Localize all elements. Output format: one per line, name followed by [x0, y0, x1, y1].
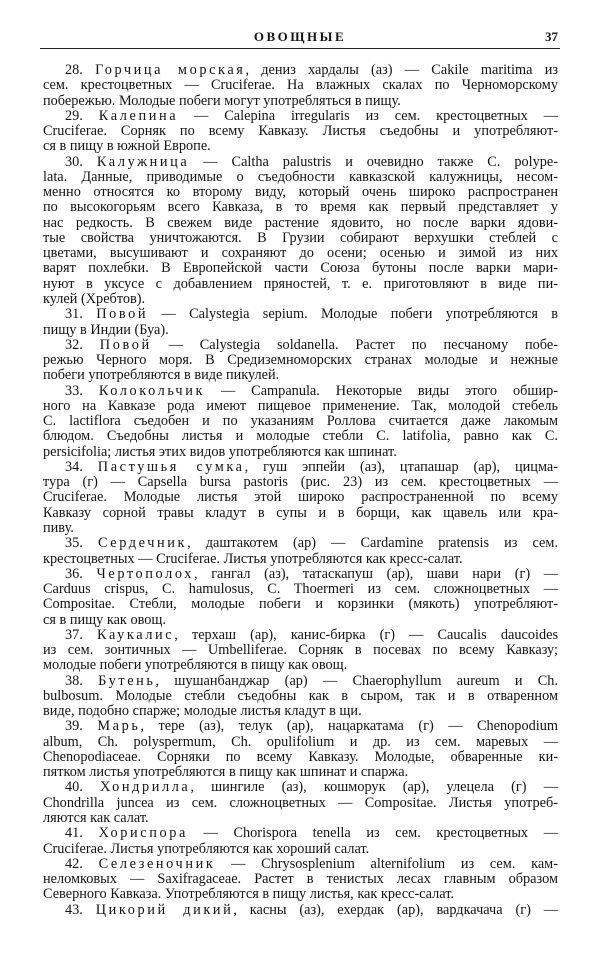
text-segment: persicifolia; листья этих видов употребляются как шпинат.: [43, 443, 397, 460]
text-line: [43, 368, 558, 383]
text-line: [43, 384, 558, 399]
entry-paragraph: [43, 719, 558, 780]
text-segment: нуют в уксусе с добавлением пряностей, т. е. приготовляют в виде пи-: [43, 275, 558, 292]
text-segment: bulbosum. Молодые стебли съедобны как в сыром, так и в отваренном: [43, 687, 558, 704]
text-line: [43, 139, 558, 154]
page-body: [43, 63, 558, 918]
entry-paragraph: [43, 628, 558, 674]
text-segment: Cruciferae. Молодые листья этой широко распространенной по всему: [43, 489, 558, 506]
text-segment: 39.: [65, 718, 98, 735]
text-line: [43, 261, 558, 276]
text-line: [43, 857, 558, 872]
text-segment: режью Черного моря. В Средиземноморских странах молодые и нежные: [43, 352, 558, 369]
text-segment: 37.: [65, 626, 97, 643]
text-segment: виде, подобно спарже; молодые листья кладут в щи.: [43, 703, 362, 720]
text-segment: Cruciferae. Сорняк по всему Кавказу. Листья съедобны и употребляют-: [43, 123, 558, 140]
text-segment: , дениз хардалы (аз) — Cakile maritima из: [245, 62, 558, 78]
text-segment: — Campanula. Некоторые виды этого обшир-: [205, 382, 559, 399]
text-line: [43, 582, 558, 597]
text-segment: молодые побеги употребляются в пищу как овощ.: [43, 657, 348, 674]
text-segment: 29.: [65, 107, 99, 124]
text-line: [43, 872, 558, 887]
plant-name: Калужница: [96, 153, 190, 170]
text-segment: побережью. Молодые побеги могут употребляться в пищу.: [43, 92, 401, 109]
plant-name: Бутень: [98, 672, 156, 689]
text-segment: варят похлебки. В Европейской части Союза бутоны после варки мари-: [43, 260, 558, 277]
text-line: [43, 536, 558, 551]
plant-name: Каукалис: [97, 626, 175, 643]
text-segment: 43.: [65, 901, 96, 918]
text-segment: , гуш эппейи (аз), цтапашар (ар), цицма-: [244, 458, 559, 475]
plant-name: Калепина: [98, 107, 179, 124]
entry-paragraph: [43, 109, 558, 155]
text-segment: неломковых — Saxifragaceae. Растет в тенистых лесах главным образом: [43, 871, 558, 888]
running-header: [40, 28, 560, 49]
text-segment: ного на Кавказе рода имеют пищевое применение. Так, молодой стебель: [43, 397, 558, 414]
text-line: [43, 185, 558, 200]
text-segment: пиву.: [43, 519, 74, 536]
text-segment: , тере (аз), телук (ар), нацаркатама (г) — Chenopodium: [140, 718, 558, 735]
plant-name: Горчица морская: [95, 62, 246, 78]
text-segment: 34.: [65, 458, 98, 475]
text-segment: пищу в Индии (Буа).: [43, 321, 169, 338]
text-line: [43, 292, 558, 307]
plant-name: Селезеночник: [98, 855, 216, 872]
text-line: [43, 200, 558, 215]
text-segment: из сем. зонтичных — Umbelliferae. Сорняк в посевах по всему Кавказу;: [43, 642, 558, 659]
text-segment: , гангал (аз), татаскапуш (ар), шави нари (г) —: [194, 565, 558, 582]
text-segment: 42.: [65, 855, 99, 872]
text-line: [43, 780, 558, 795]
text-line: [43, 475, 558, 490]
text-line: [43, 323, 558, 338]
text-line: [43, 338, 558, 353]
text-line: [43, 658, 558, 673]
text-segment: C. lactiflora съедобен и по указаниям Роллова считается даже лакомым: [43, 413, 558, 430]
entry-paragraph: [43, 826, 558, 857]
text-segment: ляются как салат.: [43, 810, 149, 827]
plant-name: Цикорий дикий: [95, 901, 234, 918]
text-segment: Cruciferae. Листья употребляются как хороший салат.: [43, 840, 370, 857]
text-line: [43, 765, 558, 780]
text-segment: Compositae. Стебли, молодые побеги и корзинки (мякоть) употребляют-: [43, 596, 558, 613]
text-segment: по высокогорьям всего Кавказа, в то время как первый представляет у: [43, 199, 558, 216]
text-line: [43, 826, 558, 841]
text-segment: , даштакотем (ар) — Cardamine pratensis из сем.: [187, 535, 558, 552]
text-segment: 28.: [65, 62, 96, 78]
text-segment: — Calystegia sepium. Молодые побеги употребляются в: [148, 306, 558, 323]
entry-paragraph: [43, 155, 558, 308]
text-line: [43, 399, 558, 414]
running-title: ОВОЩНЫЕ: [253, 29, 347, 44]
page-number: 37: [545, 29, 558, 44]
text-segment: блюдом. Съедобны листья и молодые стебли C. latifolia, равно как C.: [43, 428, 558, 445]
text-line: [43, 231, 558, 246]
plant-name: Хориспора: [98, 825, 188, 842]
text-line: [43, 429, 558, 444]
plant-name: Марь: [97, 718, 141, 735]
text-line: [43, 735, 558, 750]
plant-name: Чертополох: [96, 565, 194, 582]
text-line: [43, 414, 558, 429]
text-line: [43, 78, 558, 93]
entry-paragraph: [43, 384, 558, 460]
text-segment: , касны (аз), ехердак (ар), вардкачача (г) —: [233, 901, 558, 918]
text-segment: Chondrilla juncea из сем. сложноцветных — Compositae. Листья употреб-: [43, 794, 558, 811]
text-segment: ся в пищу как овощ.: [43, 611, 166, 628]
text-segment: 31.: [65, 306, 97, 323]
text-line: [43, 842, 558, 857]
text-line: [43, 155, 558, 170]
text-line: [43, 567, 558, 582]
text-segment: Chenopodiaceae. Сорняки по всему Кавказу. Молодые, обваренные ки-: [43, 748, 558, 765]
text-line: [43, 903, 558, 918]
text-line: [43, 124, 558, 139]
text-segment: побеги употребляются в виде пикулей.: [43, 367, 280, 384]
text-segment: крестоцветных — Cruciferae. Листья употребляются как кресс-салат.: [43, 550, 463, 567]
entry-paragraph: [43, 567, 558, 628]
text-segment: 38.: [65, 672, 99, 689]
text-line: [43, 674, 558, 689]
text-segment: lata. Данные, приводимые о съедобности кавказской калужницы, несом-: [43, 168, 558, 185]
text-line: [43, 811, 558, 826]
text-segment: тура (г) — Capsella bursa pastoris (рис. 23) из сем. крестоцветных —: [43, 474, 558, 491]
text-segment: — Calepina irregularis из сем. крестоцветных —: [178, 107, 558, 124]
text-segment: , терхаш (ар), канис-бирка (г) — Caucalis daucoides: [174, 626, 559, 643]
text-segment: нас редкость. В свежем виде растение ядовито, но после варки ядови-: [43, 214, 558, 231]
text-line: [43, 796, 558, 811]
text-line: [43, 521, 558, 536]
entry-paragraph: [43, 674, 558, 720]
text-line: [43, 460, 558, 475]
text-segment: пятком листья употребляются в пищу как шпинат и спаржа.: [43, 764, 409, 781]
text-line: [43, 353, 558, 368]
plant-name: Повой: [96, 306, 149, 323]
text-line: [43, 704, 558, 719]
text-line: [43, 719, 558, 734]
text-segment: 32.: [65, 336, 100, 353]
text-segment: тые свойства уничтожаются. В Грузии собирают верхушки стеблей с: [43, 229, 558, 246]
text-segment: ся в пищу в южной Европе.: [43, 138, 211, 155]
text-line: [43, 887, 558, 902]
text-segment: — Chorispora tenella из сем. крестоцветных —: [187, 825, 558, 842]
text-line: [43, 628, 558, 643]
text-segment: Carduus crispus, C. hamulosus, C. Thoermeri из сем. сложноцветных —: [43, 581, 558, 598]
text-line: [43, 170, 558, 185]
text-segment: менно относятся ко второму виду, который очень широко распространен: [43, 184, 558, 201]
text-segment: album, Ch. polyspermum, Ch. opulifolium и др. из сем. маревых —: [43, 733, 558, 750]
plant-name: Пастушья сумка: [97, 458, 245, 475]
text-line: [43, 490, 558, 505]
entry-paragraph: [43, 780, 558, 826]
entry-paragraph: [43, 536, 558, 567]
text-line: [43, 445, 558, 460]
text-segment: — Calystegia soldanella. Растет по песчаному побе-: [151, 336, 558, 353]
text-segment: 40.: [65, 779, 101, 796]
text-segment: — Chrysosplenium alternifolium из сем. кам-: [215, 855, 558, 872]
text-line: [43, 246, 558, 261]
text-line: [43, 109, 558, 124]
entry-paragraph: [43, 903, 558, 918]
text-segment: , шушанбанджар (ар) — Chaerophyllum aureum и Ch.: [155, 672, 558, 689]
text-segment: цветами, высушивают и сохраняют до осени; осенью и зимой из них: [43, 245, 558, 262]
text-line: [43, 597, 558, 612]
text-line: [43, 750, 558, 765]
text-segment: сем. крестоцветных — Cruciferae. На влажных скалах по Черноморскому: [43, 77, 558, 94]
text-segment: 41.: [65, 825, 99, 842]
plant-name: Колокольчик: [98, 382, 206, 399]
entry-paragraph: [43, 63, 558, 109]
text-line: [43, 689, 558, 704]
entry-paragraph: [43, 460, 558, 536]
text-line: [43, 277, 558, 292]
text-segment: 33.: [65, 382, 99, 399]
text-segment: — Caltha palustris и очевидно также C. polype-: [189, 153, 558, 170]
text-segment: Кавказу сорной травы кладут в супы и в борщи, как щавель или кра-: [43, 504, 558, 521]
text-line: [43, 216, 558, 231]
entry-paragraph: [43, 307, 558, 338]
text-line: [43, 63, 558, 78]
text-line: [43, 506, 558, 521]
text-segment: 36.: [65, 565, 97, 582]
text-line: [43, 552, 558, 567]
text-segment: Северного Кавказа. Употребляются в пищу листья, как кресс-салат.: [43, 886, 455, 903]
text-segment: 30.: [65, 153, 97, 170]
text-segment: кулей (Хребтов).: [43, 290, 146, 307]
text-line: [43, 613, 558, 628]
plant-name: Повой: [99, 336, 152, 353]
plant-name: Сердечник: [97, 535, 188, 552]
text-segment: 35.: [65, 535, 98, 552]
plant-name: Хондрилла: [100, 779, 191, 796]
text-line: [43, 643, 558, 658]
text-segment: , шингиле (аз), кошморук (ар), улецела (г) —: [190, 779, 558, 796]
text-line: [43, 94, 558, 109]
entry-paragraph: [43, 857, 558, 903]
text-line: [43, 307, 558, 322]
entry-paragraph: [43, 338, 558, 384]
